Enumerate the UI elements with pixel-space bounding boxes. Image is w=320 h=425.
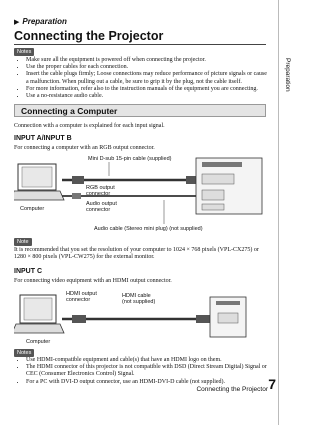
- notes-list: [18, 57, 268, 100]
- hdmi-connection-diagram: [14, 287, 266, 347]
- rgb-connection-diagram: [14, 152, 266, 234]
- list-item: • Use a no-resistance audio cable.: [26, 93, 268, 100]
- list-item: • Make sure all the equipment is powered off when connecting the projector.: [26, 57, 268, 64]
- subheading-input-c: INPUT C: [14, 268, 42, 275]
- computer-label: Computer: [20, 206, 45, 212]
- hdmi-plug-icon: [72, 315, 86, 323]
- footer-text: Connecting the Projector: [196, 386, 268, 393]
- audio-plug-icon: [72, 193, 81, 199]
- note-badge: Note: [14, 238, 32, 246]
- intro-text: Connection with a computer is explained for each input signal.: [14, 123, 165, 129]
- hdmi-output-label: HDMI output connector: [66, 291, 97, 303]
- list-item: • Insert the cable plugs firmly; Loose connections may reduce performance of picture signals or cause a malfunction. When pulling out a cable, be sure to grip it by the plug, not the cable itself.: [26, 71, 268, 85]
- projector-panel-icon: [196, 158, 262, 214]
- side-tab-label: Preparation: [284, 58, 291, 92]
- list-item: • The HDMI connector of this projector is not compatible with DSD (Direct Stream Digital) Signal or CEC (Consumer Electronics Control) Signal.: [26, 364, 268, 378]
- hdmi-cable-label: HDMI cable (not supplied): [122, 293, 156, 305]
- list-item: • For a PC with DVI-D output connector, use an HDMI-DVI-D cable (not supplied).: [26, 379, 268, 386]
- note-text: It is recommended that you set the resolution of your computer to 1024 × 768 pixels (VPL-CX275) or 1280 × 800 pixels (VPL-CW275) for the external monitor.: [14, 247, 259, 261]
- projector-panel-icon: [210, 297, 246, 337]
- rgb-output-label: RGB output connector: [86, 185, 115, 197]
- notes-list: [18, 357, 268, 386]
- list-item: • For more information, refer also to the instruction manuals of the equipment you are connecting.: [26, 86, 268, 93]
- notes-badge: Notes: [14, 48, 34, 56]
- vga-plug-icon: [72, 176, 84, 184]
- list-item: • Use HDMI-compatible equipment and cable(s) that have an HDMI logo on them.: [26, 357, 268, 364]
- triangle-icon: ▶: [14, 19, 20, 26]
- page-title: Connecting the Projector: [14, 29, 164, 43]
- section-heading: Connecting a Computer: [14, 104, 266, 117]
- running-header: ▶ Preparation: [14, 17, 67, 26]
- laptop-icon: [14, 295, 64, 333]
- laptop-icon: [14, 164, 64, 200]
- title-divider: [14, 44, 266, 45]
- list-item: • Use the proper cables for each connection.: [26, 64, 268, 71]
- audio-cable-label: Audio cable (Stereo mini plug) (not supplied): [94, 226, 203, 232]
- side-tab: [278, 0, 300, 425]
- cable-label: Mini D-sub 15-pin cable (supplied): [88, 156, 172, 162]
- page-number: 7: [268, 376, 276, 392]
- input-a-b-text: For connecting a computer with an RGB output connector.: [14, 145, 155, 151]
- audio-output-label: Audio output connector: [86, 201, 117, 213]
- notes-badge: Notes: [14, 349, 34, 357]
- computer-label: Computer: [26, 339, 51, 345]
- hdmi-plug-icon: [196, 315, 210, 323]
- input-c-text: For connecting video equipment with an HDMI output connector.: [14, 278, 172, 284]
- subheading-input-a-b: INPUT A/INPUT B: [14, 135, 72, 142]
